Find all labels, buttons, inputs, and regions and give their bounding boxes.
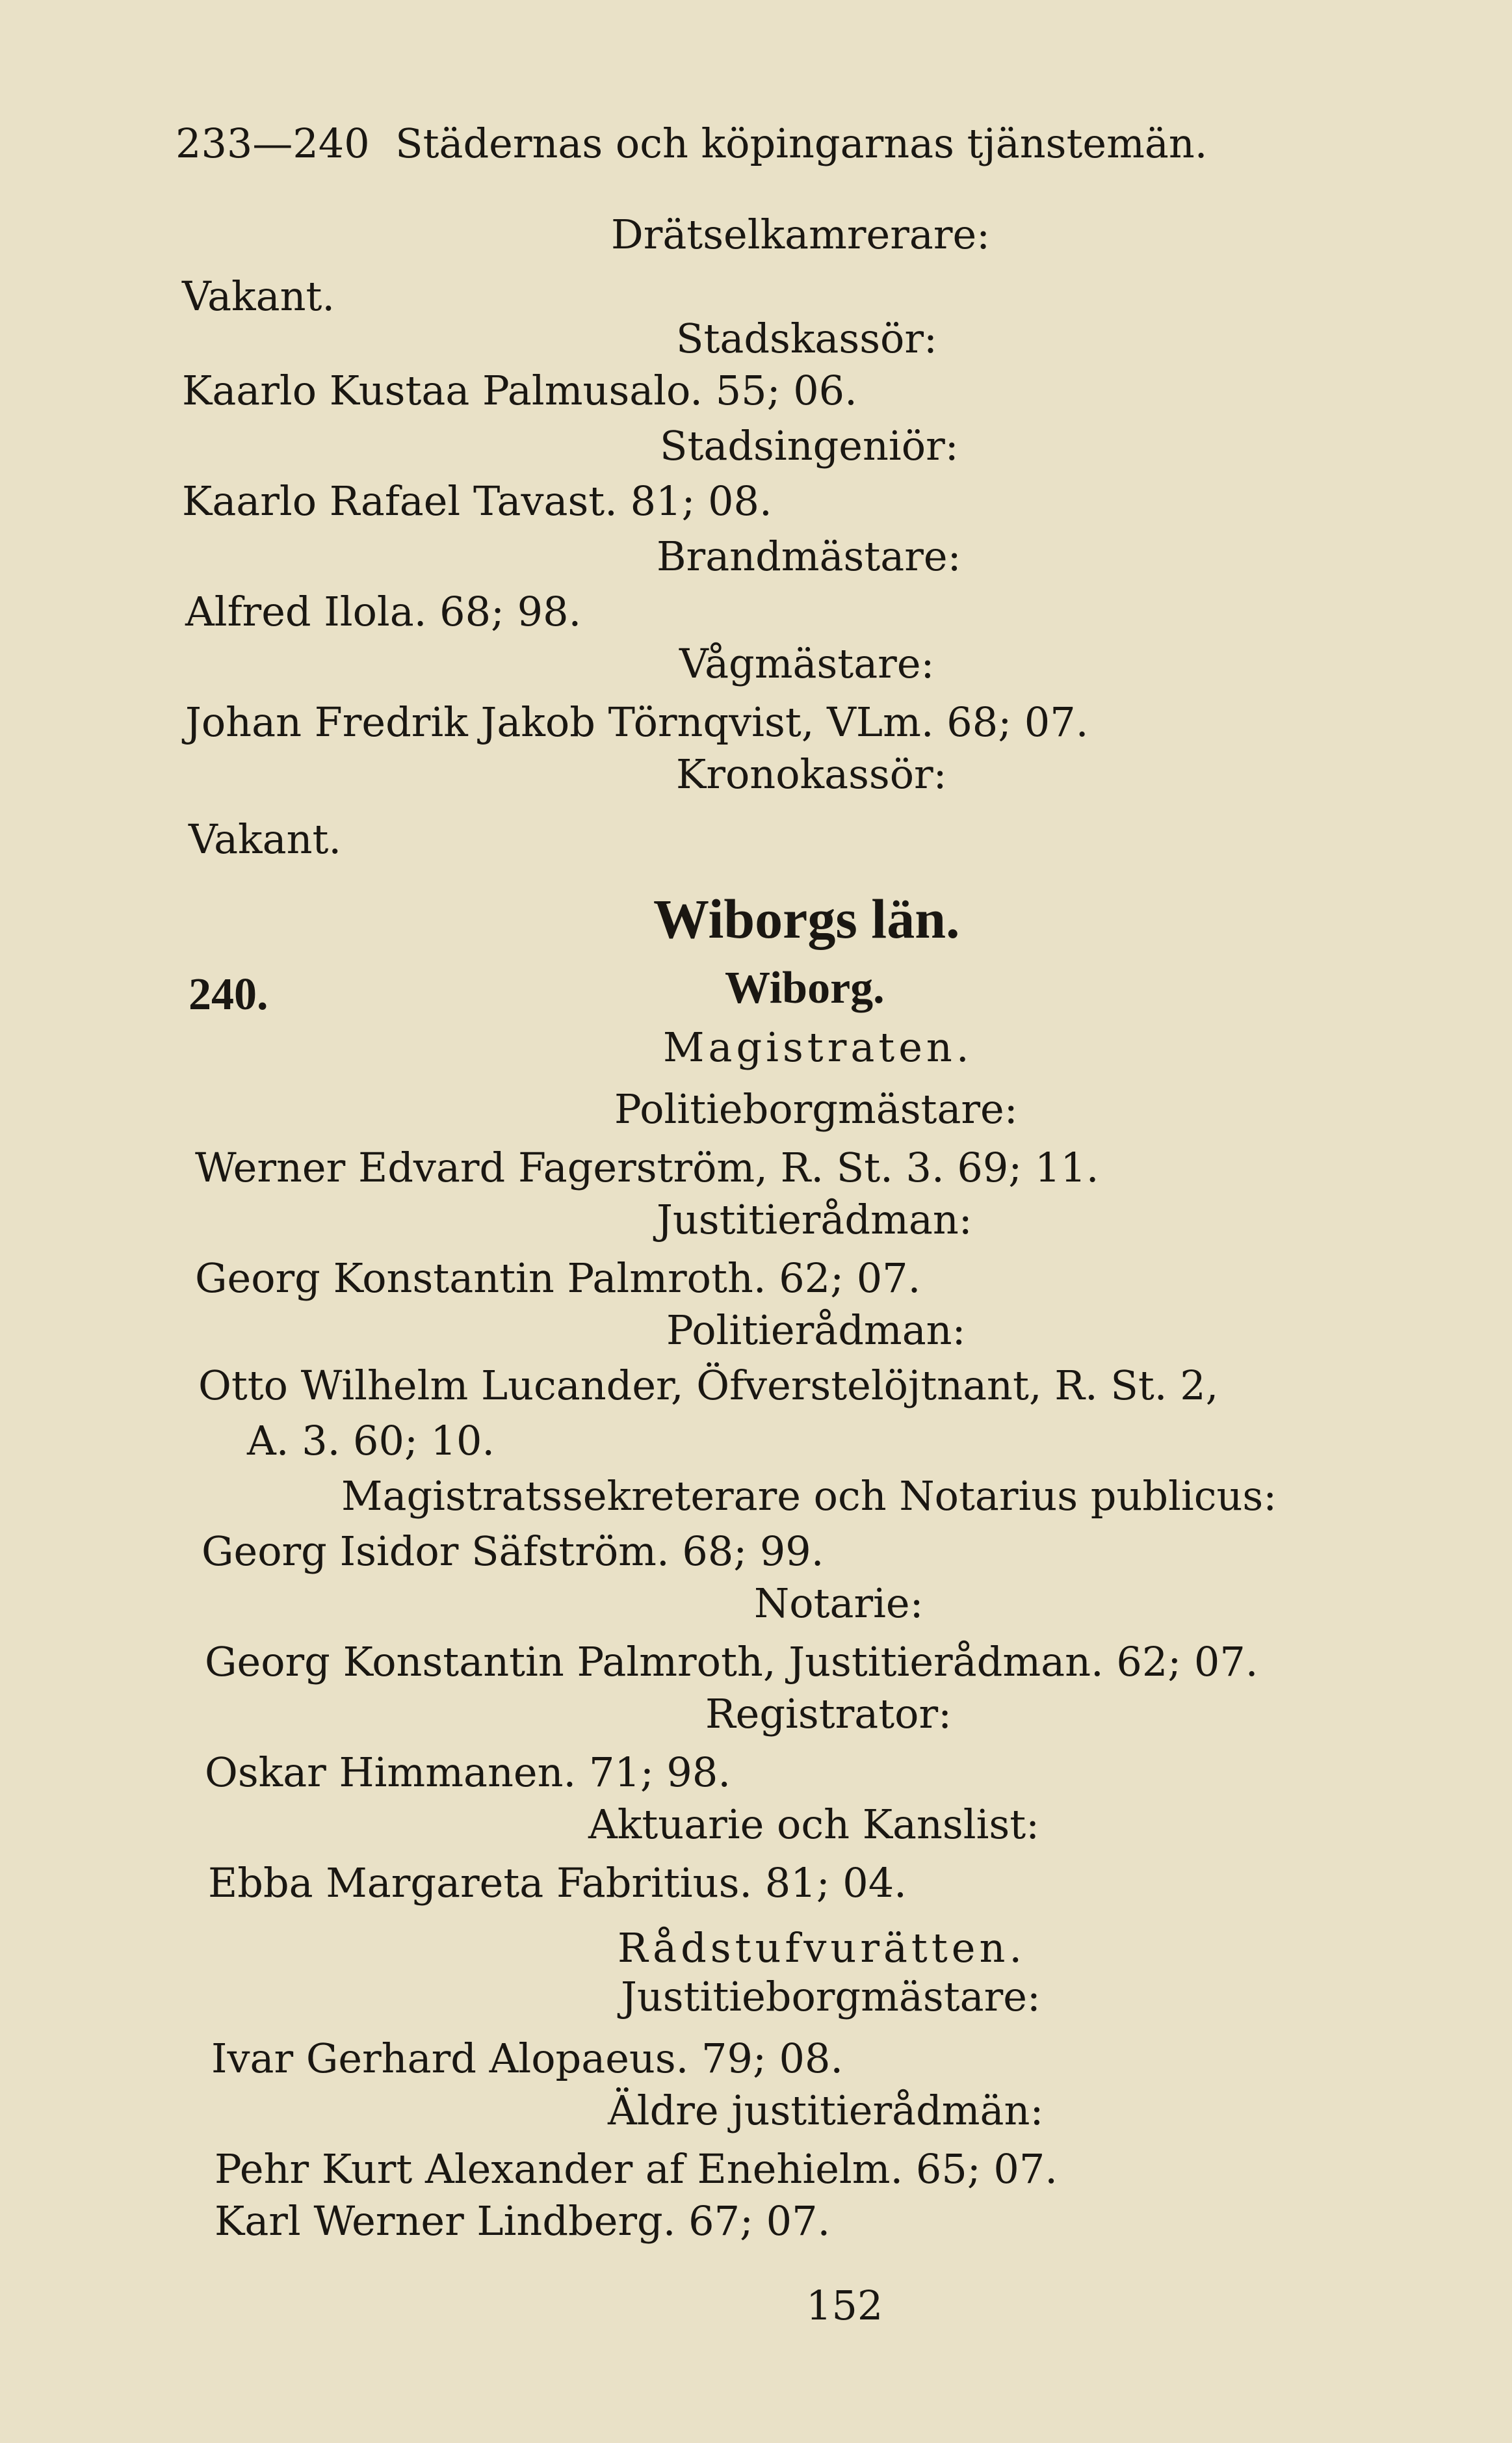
heading-brandmastare: Brandmästare: xyxy=(657,533,961,580)
heading-aktuarie: Aktuarie och Kanslist: xyxy=(588,1801,1040,1848)
heading-dratselkamrerare: Drätselkamrerare: xyxy=(611,211,991,258)
name-justitieborgmastare: Ivar Gerhard Alopaeus. 79; 08. xyxy=(211,2035,844,2082)
heading-politieborgmastare: Politieborgmästare: xyxy=(614,1085,1018,1133)
name-magistratssekreterare: Georg Isidor Säfström. 68; 99. xyxy=(202,1527,824,1575)
body-radstufvuratten: Rådstufvurätten. xyxy=(618,1924,1026,1972)
section-number: 240. xyxy=(189,970,268,1020)
city-heading: Wiborg. xyxy=(725,963,885,1013)
name-aldre-1: Pehr Kurt Alexander af Enehielm. 65; 07. xyxy=(215,2145,1058,2193)
name-politieborgmastare: Werner Edvard Fagerström, R. St. 3. 69; 11. xyxy=(195,1144,1099,1191)
heading-vagmastare: Vågmästare: xyxy=(679,640,935,687)
page-number: 152 xyxy=(806,2282,883,2329)
header-range: 233—240 xyxy=(176,120,370,167)
header-title: Städernas och köpingarnas tjänstemän. xyxy=(395,120,1208,167)
heading-aldre-justitieradman: Äldre justitierådmän: xyxy=(608,2087,1044,2134)
heading-kronokassor: Kronokassör: xyxy=(676,750,947,798)
heading-notarie: Notarie: xyxy=(754,1579,924,1627)
name-notarie: Georg Konstantin Palmroth, Justitierådman. 62; 07. xyxy=(205,1638,1258,1685)
name-aktuarie: Ebba Margareta Fabritius. 81; 04. xyxy=(208,1859,907,1907)
county-heading: Wiborgs län. xyxy=(653,888,960,950)
name-dratselkamrerare: Vakant. xyxy=(182,272,335,320)
running-header xyxy=(176,120,1208,167)
heading-justitieborgmastare: Justitieborgmästare: xyxy=(621,1973,1041,2020)
name-politieradman: Otto Wilhelm Lucander, Öfverstelöjtnant, R. St. 2, xyxy=(198,1362,1219,1409)
name-politieradman-cont: A. 3. 60; 10. xyxy=(247,1417,495,1464)
name-justitieradman: Georg Konstantin Palmroth. 62; 07. xyxy=(195,1254,921,1302)
name-registrator: Oskar Himmanen. 71; 98. xyxy=(205,1749,731,1796)
name-stadsingenior: Kaarlo Rafael Tavast. 81; 08. xyxy=(182,477,772,525)
body-magistraten: Magistraten. xyxy=(663,1023,973,1071)
name-kronokassor: Vakant. xyxy=(189,815,342,863)
heading-justitieradman: Justitierådman: xyxy=(657,1196,972,1243)
name-stadskassor: Kaarlo Kustaa Palmusalo. 55; 06. xyxy=(182,367,857,414)
heading-magistratssekreterare: Magistratssekreterare och Notarius publicus: xyxy=(341,1472,1277,1520)
heading-politieradman: Politierådman: xyxy=(666,1306,966,1354)
name-aldre-2: Karl Werner Lindberg. 67; 07. xyxy=(215,2197,831,2245)
heading-stadskassor: Stadskassör: xyxy=(676,315,937,362)
name-brandmastare: Alfred Ilola. 68; 98. xyxy=(185,588,582,635)
heading-registrator: Registrator: xyxy=(705,1690,952,1737)
heading-stadsingenior: Stadsingeniör: xyxy=(660,422,959,469)
name-vagmastare: Johan Fredrik Jakob Törnqvist, VLm. 68; 07. xyxy=(185,698,1089,746)
